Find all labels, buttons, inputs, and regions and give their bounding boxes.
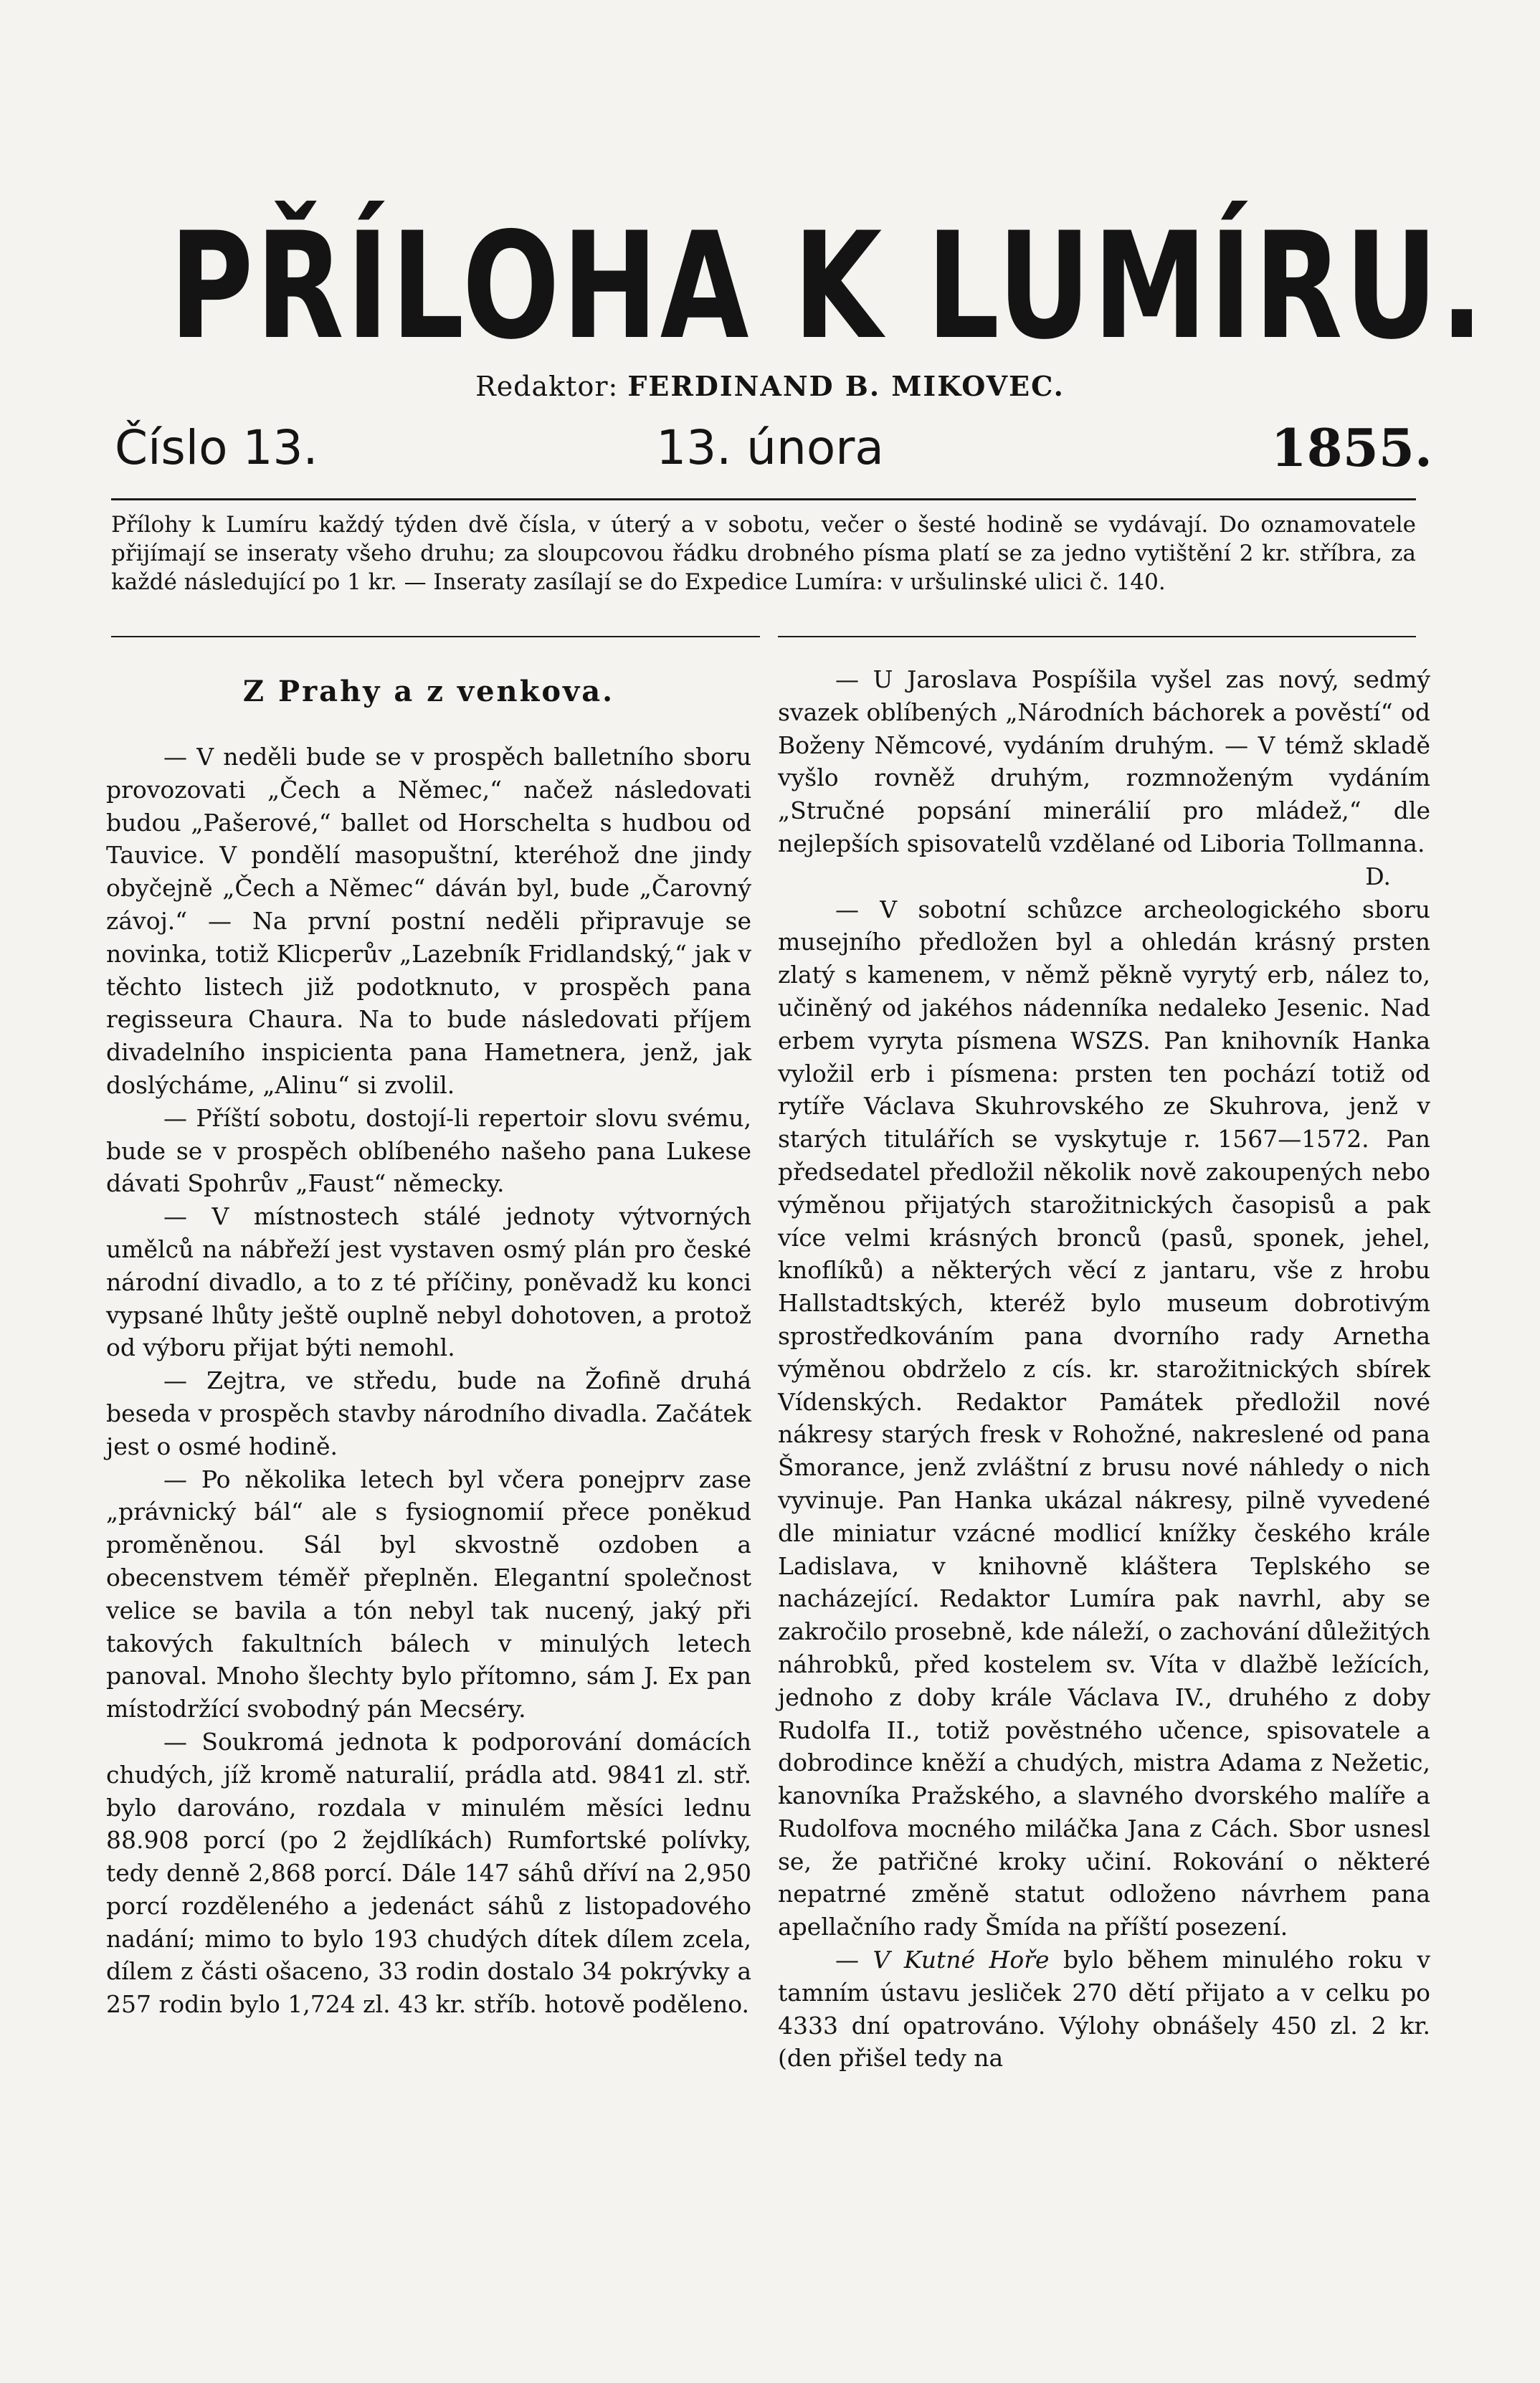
- issue-number: Číslo 13.: [115, 420, 318, 475]
- place-name: V Kutné Hoře: [873, 1946, 1050, 1974]
- article-paragraph: — Soukromá jednota k podporování domácích chudých, jíž kromě naturalií, prádla atd. 9841 zl. stř. bylo darováno, rozdala v minulém měsíci lednu 88.908 porcí (po 2 žejdlíkách) Rumfortské polívky, tedy denně 2,868 porcí. Dále 147 sáhů dříví na 2,950 porcí rozděleného a jedenáct sáhů z listopadového nadání; mimo to bylo 193 chudých dítek dílem zcela, dílem z části ošaceno, 33 rodin dostalo 34 pokrývky a 257 rodin bylo 1,724 zl. 43 kr. stříb. hotově poděleno.: [106, 1727, 751, 2019]
- article-paragraph: — Příští sobotu, dostojí-li repertoir slovu svému, bude se v prospěch oblíbeného našeho pana Lukese dávati Spohrův „Faust“ německy.: [106, 1103, 751, 1198]
- left-column-divider: [111, 636, 760, 637]
- article-paragraph: [778, 1944, 1430, 2075]
- article-paragraph: — V neděli bude se v prospěch balletního sboru provozovati „Čech a Němec,“ načež následovati budou „Pašerové,“ ballet od Horschelta s hudbou od Tauvice. V pondělí masopuštní, kteréhož dne jindy obyčejně „Čech a Němec“ dáván byl, bude „Čarovný závoj.“ — Na první postní neděli připravuje se novinka, totiž Klicperův „Lazebník Fridlandský,“ jak v těchto listech již podotknuto, v prospěch pana regisseura Chaura. Na to bude následovati příjem divadelního inspicienta pana Hametnera, jenž, jak doslýcháme, „Alinu“ si zvolil.: [106, 743, 751, 1099]
- article-paragraph: — Po několika letech byl včera ponejprv zase „právnický bál“ ale s fysiognomií přece poněkud proměněnou. Sál byl skvostně ozdoben a obecenstvem téměř přeplněn. Elegantní společnost velice se bavila a tón nebyl tak nucený, jaký při takových fakultních bálech v minulých letech panoval. Mnoho šlechty bylo přítomno, sám J. Ex pan místodržící svobodný pán Mecséry.: [106, 1465, 751, 1723]
- section-heading: Z Prahy a z venkova.: [242, 675, 615, 708]
- article-paragraph: [778, 663, 1430, 890]
- editor-name: FERDINAND B. MIKOVEC.: [627, 370, 1065, 402]
- editor-line: [0, 369, 1540, 404]
- article-text: bylo během minulého roku v tamním ústavu jesliček 270 dětí přijato a v celku po 4333 dní opatrováno. Výlohy obnášely 450 zl. 2 kr. (den přišel tedy na: [778, 1946, 1430, 2073]
- editor-label: Redaktor:: [475, 371, 619, 402]
- author-signature: D.: [1365, 862, 1391, 890]
- masthead-title: PŘÍLOHA K LUMÍRU.: [169, 201, 1486, 372]
- article-dash: —: [835, 1946, 873, 1974]
- article-paragraph: — V místnostech stálé jednoty výtvorných umělců na nábřeží jest vystaven osmý plán pro české národní divadlo, a to z té příčiny, poněvadž ku konci vypsané lhůty ještě ouplně nebyl dohotoven, a protož od výboru přijat býti nemohl.: [106, 1202, 751, 1362]
- subscription-notice: Přílohy k Lumíru každý týden dvě čísla, v úterý a v sobotu, večer o šesté hodině se vydávají. Do oznamovatele přijímají se inseraty všeho druhu; za sloupcovou řádku drobného písma platí se za jedno vytištění 2 kr. stříbra, za každé následující po 1 kr. — Inseraty zasílají se do Expedice Lumíra: v uršulinské ulici č. 140.: [111, 512, 1416, 595]
- article-text: — U Jaroslava Pospíšila vyšel zas nový, sedmý svazek oblíbených „Národních báchorek a pověstí“ od Boženy Němcové, vydáním druhým. — V témž skladě vyšlo rovněž druhým, rozmnoženým vydáním „Stručné popsání minerálií pro mládež,“ dle nejlepších spisovatelů vzdělané od Liboria Tollmanna.: [778, 665, 1430, 857]
- header-divider: [111, 498, 1416, 500]
- issue-date: 13. února: [656, 420, 884, 475]
- article-paragraph: — Zejtra, ve středu, bude na Žofině druhá beseda v prospěch stavby národního divadla. Začátek jest o osmé hodině.: [106, 1366, 751, 1460]
- left-column: [106, 663, 751, 2021]
- article-paragraph: — V sobotní schůzce archeologického sboru musejního předložen byl a ohledán krásný prsten zlatý s kamenem, v němž pěkně vyrytý erb, nález to, učiněný od jakéhos nádenníka nedaleko Jesenic. Nad erbem vyryta písmena WSZS. Pan knihovník Hanka vyložil erb i písmena: prsten ten pochází totiž od rytíře Václava Skuhrovského ze Skuhrova, jenž v starých titulářích se vyskytuje r. 1567—1572. Pan předsedatel předložil několik nově zakoupených nebo výměnou přijatých starožitnických časopisů a pak více velmi krásných bronců (pasů, sponek, jehel, knoflíků) a některých věcí z jantaru, vše z hrobu Hallstadtských, kteréž bylo museum dobrotivým sprostředkováním pana dvorního rady Arnetha výměnou obdrželo z cís. kr. starožitnických sbírek Vídenských. Redaktor Památek předložil nové nákresy starých fresk v Rohožné, nakreslené od pana Šmorance, jenž zvláštní z brusu nové náhledy o nich vyvinuje. Pan Hanka ukázal nákresy, pilně vyvedené dle miniatur vzácné modlicí knížky českého krále Ladislava, v knihovně kláštera Teplského se nacházející. Redaktor Lumíra pak navrhl, aby se zakročilo prosebně, kde náleží, o zachování důležitých náhrobků, před kostelem sv. Víta v dlažbě ležících, jednoho z doby krále Václava IV., druhého z doby Rudolfa II., totiž pověstného učence, spisovatele a dobrodince kněží a chudých, mistra Adama z Nežetic, kanovníka Pražského, a slavného dvorského malíře a Rudolfova mocného miláčka Jana z Cách. Sbor usnesl se, že patřičné kroky učiní. Rokování o některé nepatrné změně statut odloženo návrhem pana apellačního rady Šmída na příští posezení.: [778, 895, 1430, 1941]
- issue-year: 1855.: [1270, 417, 1432, 478]
- right-column: [778, 663, 1430, 2075]
- right-column-divider: [778, 636, 1416, 637]
